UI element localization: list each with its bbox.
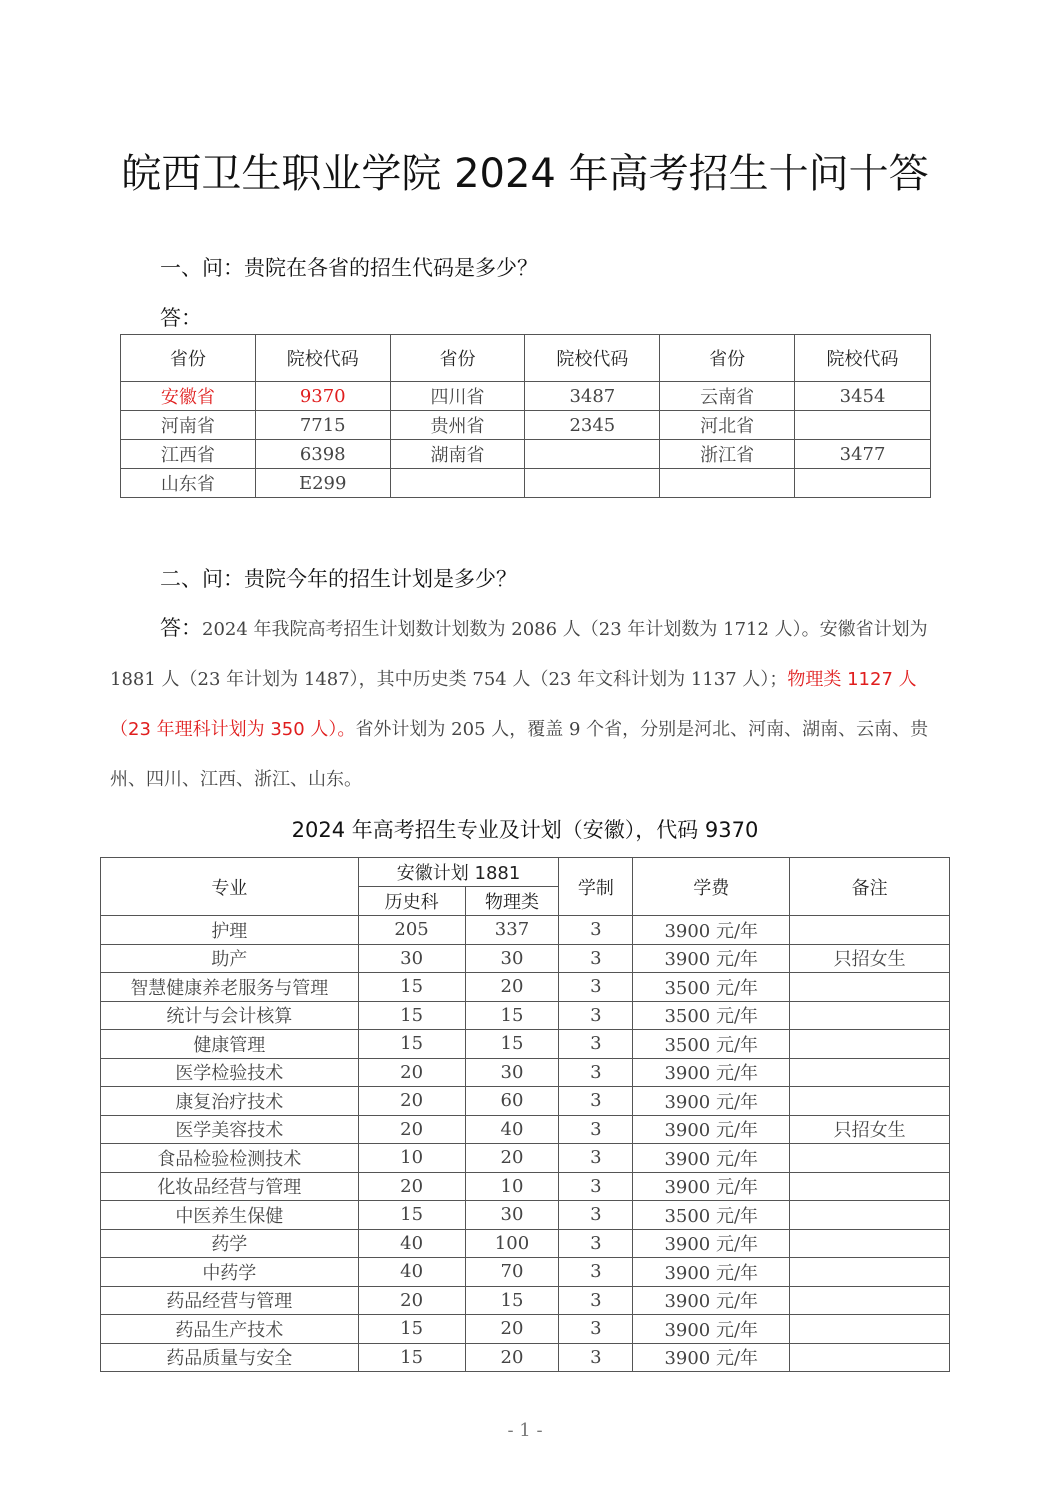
history-plan-cell: 15 — [358, 1001, 465, 1030]
years-cell: 3 — [559, 1087, 633, 1116]
answer-2-paragraph — [110, 603, 940, 805]
plan-table-row — [101, 1001, 950, 1030]
history-plan-cell: 20 — [358, 1058, 465, 1087]
physics-plan-cell: 20 — [465, 1315, 559, 1344]
header-history: 历史科 — [358, 887, 465, 916]
note-cell — [790, 1343, 950, 1372]
years-cell: 3 — [559, 1058, 633, 1087]
plan-table-row — [101, 1030, 950, 1059]
header-physics: 物理类 — [465, 887, 559, 916]
physics-plan-cell: 337 — [465, 916, 559, 945]
major-cell: 化妆品经营与管理 — [101, 1172, 359, 1201]
answer-2-text-2: 省外计划为 205 人，覆盖 9 个省，分别是河北、河南、湖南、云南、贵州、四川、江西、浙江、山东。 — [110, 719, 929, 790]
plan-table-row — [101, 1087, 950, 1116]
school-code-cell: 3487 — [525, 382, 660, 411]
plan-table-row — [101, 916, 950, 945]
tuition-cell: 3500 元/年 — [633, 1201, 790, 1230]
years-cell: 3 — [559, 944, 633, 973]
answer-2-text-highlight: 物理类 1127 人（23 年理科计划为 350 人）。 — [110, 669, 917, 740]
tuition-cell: 3900 元/年 — [633, 1144, 790, 1173]
page-title: 皖西卫生职业学院 2024 年高考招生十问十答 — [121, 151, 929, 197]
school-code-cell: E299 — [255, 469, 390, 498]
code-table-header-cell: 院校代码 — [795, 335, 931, 382]
school-code-cell: 6398 — [255, 440, 390, 469]
years-cell: 3 — [559, 916, 633, 945]
code-table-header-cell: 院校代码 — [255, 335, 390, 382]
history-plan-cell: 15 — [358, 973, 465, 1002]
years-cell: 3 — [559, 1286, 633, 1315]
note-cell — [790, 1058, 950, 1087]
physics-plan-cell: 10 — [465, 1172, 559, 1201]
physics-plan-cell: 20 — [465, 1144, 559, 1173]
major-cell: 医学美容技术 — [101, 1115, 359, 1144]
note-cell — [790, 1144, 950, 1173]
province-cell: 河北省 — [660, 411, 795, 440]
history-plan-cell: 15 — [358, 1201, 465, 1230]
plan-table-row — [101, 1058, 950, 1087]
note-cell — [790, 973, 950, 1002]
code-table-row — [121, 469, 931, 498]
physics-plan-cell: 30 — [465, 1201, 559, 1230]
code-table-header-cell: 省份 — [390, 335, 525, 382]
major-cell: 康复治疗技术 — [101, 1087, 359, 1116]
note-cell — [790, 1315, 950, 1344]
years-cell: 3 — [559, 1144, 633, 1173]
physics-plan-cell: 30 — [465, 1058, 559, 1087]
answer-2-label: 答： — [160, 616, 202, 640]
plan-table-row — [101, 1286, 950, 1315]
plan-table-row — [101, 1229, 950, 1258]
physics-plan-cell: 20 — [465, 973, 559, 1002]
tuition-cell: 3900 元/年 — [633, 1087, 790, 1116]
province-cell — [660, 469, 795, 498]
years-cell: 3 — [559, 1030, 633, 1059]
plan-table-row — [101, 1343, 950, 1372]
note-cell — [790, 1286, 950, 1315]
physics-plan-cell: 70 — [465, 1258, 559, 1287]
history-plan-cell: 15 — [358, 1343, 465, 1372]
province-cell: 云南省 — [660, 382, 795, 411]
plan-table-row — [101, 973, 950, 1002]
history-plan-cell: 30 — [358, 944, 465, 973]
plan-table-row — [101, 1315, 950, 1344]
code-table-row — [121, 411, 931, 440]
code-table-header-cell: 省份 — [121, 335, 256, 382]
tuition-cell: 3900 元/年 — [633, 1343, 790, 1372]
physics-plan-cell: 20 — [465, 1343, 559, 1372]
school-code-cell — [795, 411, 931, 440]
note-cell: 只招女生 — [790, 1115, 950, 1144]
school-code-cell — [525, 440, 660, 469]
years-cell: 3 — [559, 1001, 633, 1030]
school-code-cell: 9370 — [255, 382, 390, 411]
physics-plan-cell: 30 — [465, 944, 559, 973]
tuition-cell: 3900 元/年 — [633, 916, 790, 945]
answer-2-text-1: 2024 年我院高考招生计划数计划数为 2086 人（23 年计划数为 1712 人）。安徽省计划为 1881 人（23 年计划为 1487），其中历史类 754 人（23 年文科计划为 1137 人）； — [110, 619, 928, 690]
major-cell: 助产 — [101, 944, 359, 973]
note-cell — [790, 1030, 950, 1059]
tuition-cell: 3900 元/年 — [633, 1315, 790, 1344]
history-plan-cell: 205 — [358, 916, 465, 945]
note-cell — [790, 1229, 950, 1258]
note-cell — [790, 1087, 950, 1116]
history-plan-cell: 15 — [358, 1315, 465, 1344]
header-note: 备注 — [790, 858, 950, 916]
code-table-row — [121, 382, 931, 411]
school-code-table — [120, 334, 931, 498]
major-cell: 药学 — [101, 1229, 359, 1258]
tuition-cell: 3900 元/年 — [633, 1286, 790, 1315]
plan-table-row — [101, 1258, 950, 1287]
major-cell: 药品生产技术 — [101, 1315, 359, 1344]
code-table-header-cell: 院校代码 — [525, 335, 660, 382]
years-cell: 3 — [559, 1229, 633, 1258]
school-code-cell: 2345 — [525, 411, 660, 440]
history-plan-cell: 40 — [358, 1229, 465, 1258]
province-cell — [390, 469, 525, 498]
note-cell — [790, 1258, 950, 1287]
tuition-cell: 3500 元/年 — [633, 1001, 790, 1030]
page-number: - 1 - — [507, 1420, 543, 1441]
header-tuition: 学费 — [633, 858, 790, 916]
major-cell: 中药学 — [101, 1258, 359, 1287]
province-cell: 安徽省 — [121, 382, 256, 411]
school-code-cell: 7715 — [255, 411, 390, 440]
history-plan-cell: 20 — [358, 1172, 465, 1201]
province-cell: 江西省 — [121, 440, 256, 469]
physics-plan-cell: 15 — [465, 1030, 559, 1059]
tuition-cell: 3500 元/年 — [633, 973, 790, 1002]
years-cell: 3 — [559, 1172, 633, 1201]
years-cell: 3 — [559, 973, 633, 1002]
years-cell: 3 — [559, 1115, 633, 1144]
plan-table-title: 2024 年高考招生专业及计划（安徽），代码 9370 — [291, 818, 759, 842]
history-plan-cell: 20 — [358, 1286, 465, 1315]
plan-table-row — [101, 1201, 950, 1230]
plan-table-row — [101, 1172, 950, 1201]
province-cell: 浙江省 — [660, 440, 795, 469]
years-cell: 3 — [559, 1201, 633, 1230]
plan-table-row — [101, 944, 950, 973]
header-anhui-plan: 安徽计划 1881 — [358, 858, 559, 887]
school-code-cell — [525, 469, 660, 498]
code-table-header-cell: 省份 — [660, 335, 795, 382]
tuition-cell: 3500 元/年 — [633, 1030, 790, 1059]
history-plan-cell: 10 — [358, 1144, 465, 1173]
enrollment-plan-table — [100, 857, 950, 1372]
major-cell: 统计与会计核算 — [101, 1001, 359, 1030]
province-cell: 四川省 — [390, 382, 525, 411]
tuition-cell: 3900 元/年 — [633, 944, 790, 973]
note-cell — [790, 1172, 950, 1201]
tuition-cell: 3900 元/年 — [633, 1258, 790, 1287]
history-plan-cell: 40 — [358, 1258, 465, 1287]
province-cell: 湖南省 — [390, 440, 525, 469]
years-cell: 3 — [559, 1343, 633, 1372]
note-cell — [790, 1201, 950, 1230]
tuition-cell: 3900 元/年 — [633, 1229, 790, 1258]
province-cell: 河南省 — [121, 411, 256, 440]
note-cell — [790, 916, 950, 945]
major-cell: 健康管理 — [101, 1030, 359, 1059]
major-cell: 药品经营与管理 — [101, 1286, 359, 1315]
answer-1-label: 答： — [160, 306, 202, 330]
physics-plan-cell: 60 — [465, 1087, 559, 1116]
major-cell: 食品检验检测技术 — [101, 1144, 359, 1173]
major-cell: 医学检验技术 — [101, 1058, 359, 1087]
plan-table-row — [101, 1115, 950, 1144]
code-table-header — [121, 335, 931, 382]
physics-plan-cell: 40 — [465, 1115, 559, 1144]
header-major: 专业 — [101, 858, 359, 916]
note-cell: 只招女生 — [790, 944, 950, 973]
school-code-cell: 3454 — [795, 382, 931, 411]
history-plan-cell: 15 — [358, 1030, 465, 1059]
physics-plan-cell: 15 — [465, 1286, 559, 1315]
province-cell: 贵州省 — [390, 411, 525, 440]
tuition-cell: 3900 元/年 — [633, 1172, 790, 1201]
school-code-cell — [795, 469, 931, 498]
major-cell: 中医养生保健 — [101, 1201, 359, 1230]
major-cell: 护理 — [101, 916, 359, 945]
history-plan-cell: 20 — [358, 1115, 465, 1144]
physics-plan-cell: 15 — [465, 1001, 559, 1030]
history-plan-cell: 20 — [358, 1087, 465, 1116]
years-cell: 3 — [559, 1315, 633, 1344]
school-code-cell: 3477 — [795, 440, 931, 469]
question-2: 二、问：贵院今年的招生计划是多少？ — [160, 567, 517, 591]
physics-plan-cell: 100 — [465, 1229, 559, 1258]
note-cell — [790, 1001, 950, 1030]
question-1: 一、问：贵院在各省的招生代码是多少？ — [160, 256, 538, 280]
years-cell: 3 — [559, 1258, 633, 1287]
header-years: 学制 — [559, 858, 633, 916]
tuition-cell: 3900 元/年 — [633, 1058, 790, 1087]
tuition-cell: 3900 元/年 — [633, 1115, 790, 1144]
major-cell: 药品质量与安全 — [101, 1343, 359, 1372]
province-cell: 山东省 — [121, 469, 256, 498]
plan-table-row — [101, 1144, 950, 1173]
code-table-row — [121, 440, 931, 469]
major-cell: 智慧健康养老服务与管理 — [101, 973, 359, 1002]
